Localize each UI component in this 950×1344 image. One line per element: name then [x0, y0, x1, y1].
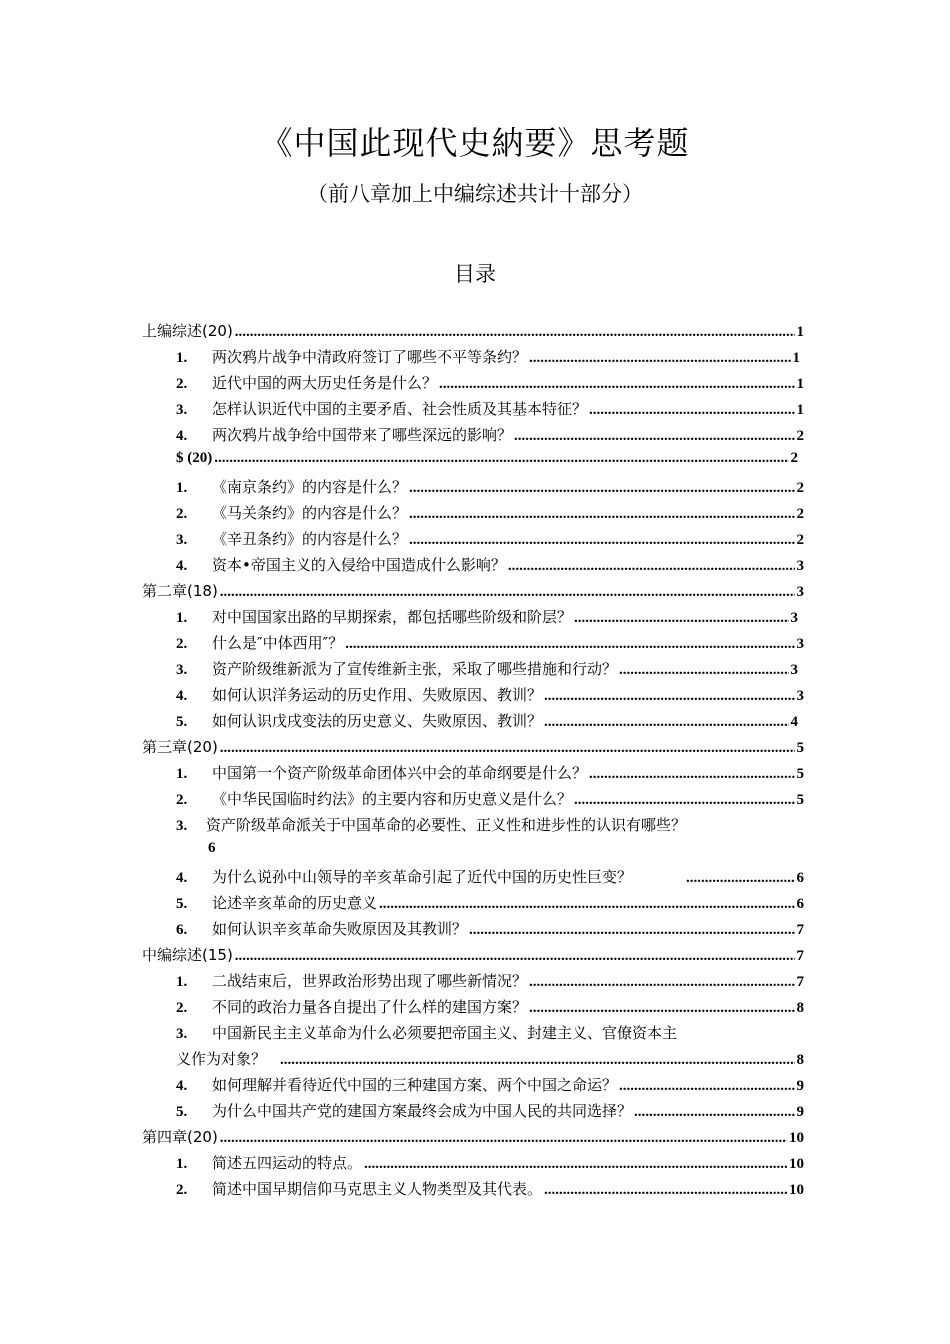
leader-dots — [619, 1078, 794, 1095]
toc-entry-label: 二战结束后，世界政治形势出现了哪些新情况？ — [212, 972, 528, 990]
toc-entry-label: 为什么中国共产党的建国方案最终会成为中国人民的共同选择？ — [212, 1102, 633, 1120]
toc-item-row[interactable] — [176, 892, 804, 916]
toc-item-row[interactable] — [176, 1022, 677, 1043]
leader-dots — [544, 688, 794, 705]
toc-item-row[interactable] — [176, 762, 804, 786]
toc-page-number: 2 — [790, 450, 798, 466]
toc-entry-label: 《南京条约》的内容是什么？ — [212, 478, 408, 496]
toc-entry-label: 第四章(20) — [142, 1128, 218, 1146]
toc-page-number: 5 — [796, 740, 804, 756]
toc-item-row[interactable] — [176, 996, 804, 1020]
toc-page-number: 8 — [796, 1052, 804, 1068]
toc-item-row[interactable] — [176, 476, 804, 500]
leader-dots — [589, 766, 794, 783]
toc-page-number: 9 — [796, 1104, 804, 1120]
toc-page-number: 5 — [796, 766, 804, 782]
leader-dots — [220, 740, 795, 757]
toc-page-number: 2 — [796, 480, 804, 496]
toc-item-row[interactable] — [176, 814, 686, 835]
leader-dots — [634, 1104, 794, 1121]
toc-item-number: 4. — [176, 1078, 188, 1094]
leader-dots — [469, 922, 794, 939]
leader-dots — [574, 792, 794, 809]
toc-item-number: 3. — [176, 818, 188, 834]
toc-item-number: 1. — [176, 974, 188, 990]
toc-entry-label: 第三章(20) — [142, 738, 218, 756]
toc-entry-label: 资产阶级革命派关于中国革命的必要性、正义性和进步性的认识有哪些？ — [206, 816, 687, 834]
toc-page-number: 6 — [796, 896, 804, 912]
document-title: 《中国此现代史納要》思考题 — [260, 124, 690, 162]
leader-dots — [235, 948, 795, 965]
toc-entry-label: 为什么说孙中山领导的辛亥革命引起了近代中国的历史性巨变？ — [212, 868, 633, 886]
toc-page-number: 2 — [796, 506, 804, 522]
toc-page-number: 10 — [789, 1130, 804, 1146]
toc-chapter-row[interactable] — [176, 450, 798, 474]
toc-item-row[interactable] — [176, 424, 804, 448]
toc-item-row[interactable] — [176, 398, 804, 422]
toc-page-number: 7 — [796, 948, 804, 964]
toc-item-number: 1. — [176, 480, 188, 496]
toc-page-number: 3 — [796, 584, 804, 600]
toc-chapter-row[interactable] — [142, 580, 804, 604]
leader-dots — [619, 662, 788, 679]
toc-item-row[interactable] — [176, 918, 804, 942]
leader-dots — [544, 1182, 787, 1199]
toc-entry-label: 如何认识戊戌变法的历史意义、失败原因、教训？ — [212, 712, 543, 730]
toc-page-number: 3 — [796, 688, 804, 704]
document-subtitle: （前八章加上中编综述共计十部分） — [307, 182, 643, 206]
toc-item-number: 1. — [176, 766, 188, 782]
toc-item-number: 5. — [176, 714, 188, 730]
toc-item-row[interactable] — [176, 528, 804, 552]
toc-entry-label: 第二章(18) — [142, 582, 218, 600]
leader-dots — [544, 714, 788, 731]
toc-page-number: 7 — [796, 974, 804, 990]
toc-page-number: 1 — [792, 350, 800, 366]
toc-item-row[interactable] — [176, 866, 804, 890]
toc-item-number: 1. — [176, 1156, 188, 1172]
toc-page-number: 10 — [789, 1182, 804, 1198]
toc-chapter-row[interactable] — [142, 320, 804, 344]
toc-page-number: 7 — [796, 922, 804, 938]
toc-item-row[interactable] — [176, 788, 804, 812]
leader-dots — [220, 584, 795, 601]
toc-entry-label: 简述五四运动的特点。 — [212, 1154, 363, 1172]
toc-page-number: 4 — [790, 714, 798, 730]
leader-dots — [508, 558, 795, 575]
toc-entry-label: 如何认识辛亥革命失败原因及其教训？ — [212, 920, 468, 938]
toc-entry-label: 对中国国家出路的早期探索，都包括哪些阶级和阶层？ — [212, 608, 573, 626]
toc-chapter-row[interactable] — [142, 736, 804, 760]
toc-entry-label: 中国第一个资产阶级革命团体兴中会的革命纲要是什么？ — [212, 764, 588, 782]
toc-entry-label: 如何认识洋务运动的历史作用、失败原因、教训？ — [212, 686, 543, 704]
leader-dots — [214, 450, 788, 467]
toc-entry-label: 资产阶级维新派为了宣传维新主张，采取了哪些措施和行动？ — [212, 660, 618, 678]
toc-item-number: 1. — [176, 350, 188, 366]
toc-entry-label: 怎样认识近代中国的主要矛盾、社会性质及其基本特征？ — [212, 400, 588, 418]
toc-entry-label: 什么是″中体西用″？ — [212, 634, 344, 652]
toc-item-row[interactable] — [176, 632, 804, 656]
toc-item-number: 5. — [176, 896, 188, 912]
toc-page-number: 3 — [796, 636, 804, 652]
toc-item-number: 6. — [176, 922, 188, 938]
toc-item-row[interactable] — [176, 1152, 804, 1176]
leader-dots — [409, 506, 794, 523]
toc-item-row[interactable] — [176, 372, 804, 396]
toc-item-number: 2. — [176, 1182, 188, 1198]
toc-item-row[interactable] — [176, 554, 804, 578]
toc-item-number: 2. — [176, 636, 188, 652]
toc-entry-label: 两次鸦片战争给中国带来了哪些深远的影响？ — [212, 426, 513, 444]
toc-heading: 目录 — [454, 262, 496, 286]
toc-entry-label: 论述辛亥革命的历史意义 — [212, 894, 378, 912]
toc-chapter-row[interactable] — [142, 944, 804, 968]
toc-item-continuation[interactable] — [176, 1048, 804, 1072]
leader-dots — [409, 480, 794, 497]
toc-entry-label: 两次鸦片战争中清政府签订了哪些不平等条约？ — [212, 348, 528, 366]
toc-item-number: 2. — [176, 1000, 188, 1016]
leader-dots — [439, 376, 794, 393]
toc-item-number: 2. — [176, 506, 188, 522]
toc-item-number: 1. — [176, 610, 188, 626]
toc-entry-label: 不同的政治力量各自提出了什么样的建国方案？ — [212, 998, 528, 1016]
toc-page-number: 1 — [796, 402, 804, 418]
toc-page-number: 3 — [790, 662, 798, 678]
toc-item-number: 2. — [176, 792, 188, 808]
toc-entry-label: 中国新民主主义革命为什么必须要把帝国主义、封建主义、官僚资本主 — [212, 1024, 678, 1042]
toc-item-number: 4. — [176, 870, 188, 886]
leader-dots — [514, 428, 794, 445]
toc-item-row[interactable] — [176, 684, 804, 708]
toc-item-row[interactable] — [176, 970, 804, 994]
toc-page-number: 2 — [796, 532, 804, 548]
leader-dots — [529, 350, 790, 367]
toc-item-row[interactable] — [176, 1074, 804, 1098]
toc-page-number: 3 — [796, 558, 804, 574]
toc-item-row[interactable] — [176, 1100, 804, 1124]
toc-item-number: 4. — [176, 428, 188, 444]
leader-dots — [364, 1156, 787, 1173]
toc-entry-label: $ (20) — [176, 450, 213, 466]
toc-item-row[interactable] — [176, 346, 800, 370]
toc-item-number: 4. — [176, 558, 188, 574]
toc-page-number: 8 — [796, 1000, 804, 1016]
leader-dots — [529, 974, 794, 991]
toc-item-row[interactable] — [176, 658, 798, 682]
toc-entry-label: 《中华民国临时约法》的主要内容和历史意义是什么？ — [212, 790, 573, 808]
toc-item-number: 4. — [176, 688, 188, 704]
toc-item-number: 3. — [176, 402, 188, 418]
leader-dots — [529, 1000, 794, 1017]
toc-page-number: 6 — [796, 870, 804, 886]
toc-page-number: 5 — [796, 792, 804, 808]
leader-dots — [220, 1130, 787, 1147]
toc-item-row[interactable] — [176, 1178, 804, 1202]
leader-dots — [574, 610, 788, 627]
leader-dots — [345, 636, 794, 653]
leader-dots — [235, 324, 795, 341]
toc-item-number: 2. — [176, 376, 188, 392]
toc-page-number: 2 — [796, 428, 804, 444]
leader-dots — [409, 532, 794, 549]
toc-page-number: 1 — [796, 324, 804, 340]
toc-item-number: 3. — [176, 662, 188, 678]
toc-chapter-row[interactable] — [142, 1126, 804, 1150]
toc-item-row[interactable] — [176, 606, 798, 630]
toc-page-number: 10 — [789, 1156, 804, 1172]
toc-item-number: 3. — [176, 532, 188, 548]
leader-dots — [589, 402, 794, 419]
leader-dots — [686, 870, 794, 887]
toc-entry-label: 资本•帝国主义的入侵给中国造成什么影响？ — [212, 556, 506, 574]
toc-page-number: 9 — [796, 1078, 804, 1094]
leader-dots — [379, 896, 794, 913]
toc-item-row[interactable] — [176, 710, 798, 734]
toc-entry-label: 中编综述(15) — [142, 946, 233, 964]
toc-page-number: 3 — [790, 610, 798, 626]
toc-entry-label-continued: 义作为对象？ — [176, 1050, 267, 1068]
toc-item-number: 5. — [176, 1104, 188, 1120]
toc-entry-label: 如何理解并看待近代中国的三种建国方案、两个中国之命运？ — [212, 1076, 618, 1094]
toc-page-number: 6 — [208, 840, 216, 856]
toc-entry-label: 近代中国的两大历史任务是什么？ — [212, 374, 438, 392]
toc-item-number: 3. — [176, 1026, 188, 1042]
toc-page-number: 1 — [796, 376, 804, 392]
toc-entry-label: 简述中国早期信仰马克思主义人物类型及其代表。 — [212, 1180, 543, 1198]
toc-entry-label: 上编综述(20) — [142, 322, 233, 340]
toc-item-row[interactable] — [176, 502, 804, 526]
toc-entry-label: 《马关条约》的内容是什么？ — [212, 504, 408, 522]
leader-dots — [280, 1052, 794, 1069]
toc-entry-label: 《辛丑条约》的内容是什么？ — [212, 530, 408, 548]
